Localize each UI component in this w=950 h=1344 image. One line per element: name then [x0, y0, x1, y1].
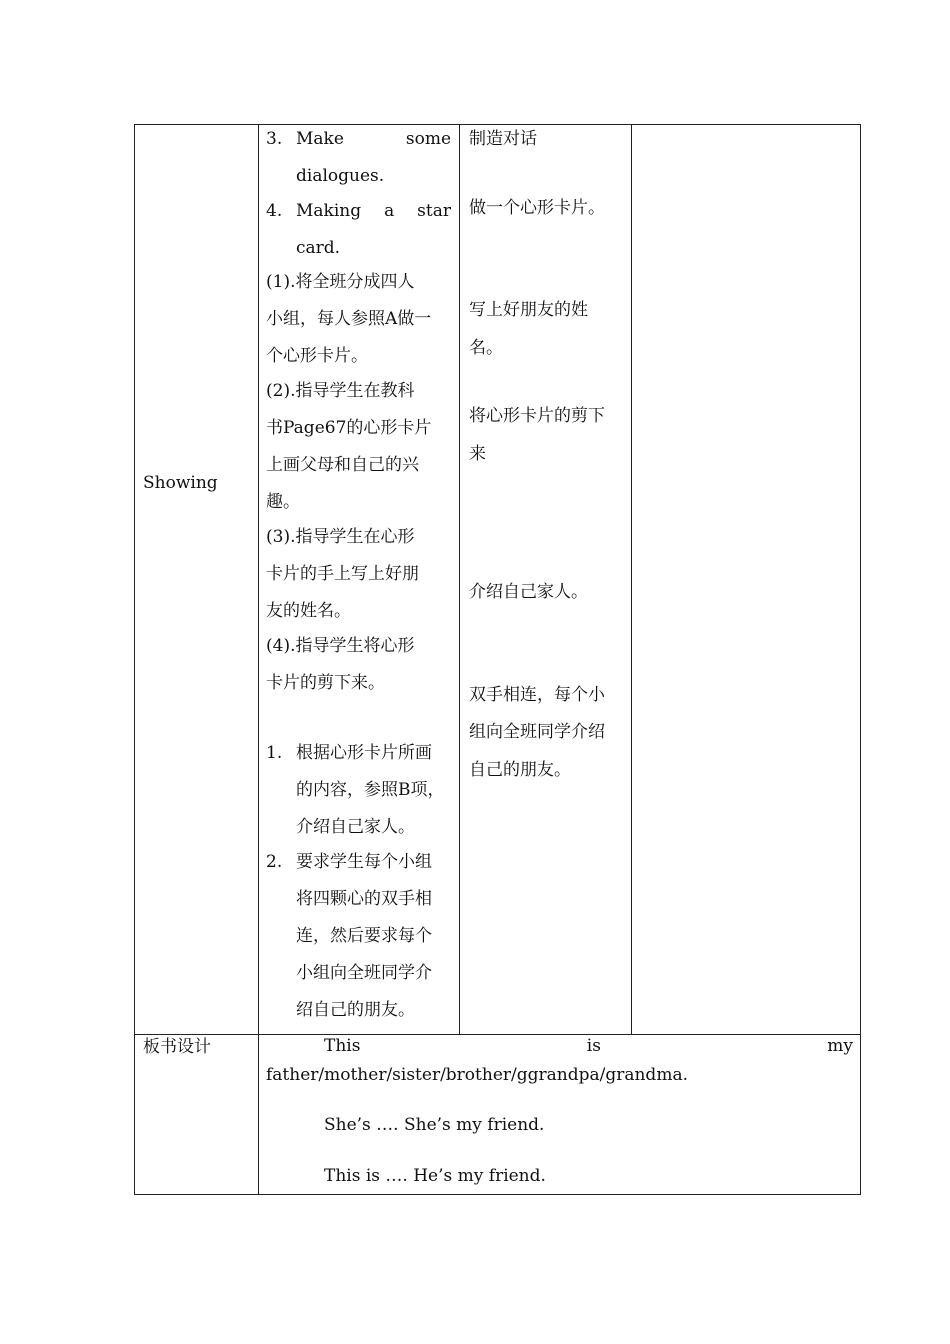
list-2-line2: 将四颗心的双手相	[296, 889, 432, 909]
sub2-line3: 上画父母和自己的兴	[266, 455, 419, 475]
student-e: 介绍自己家人。	[469, 582, 588, 602]
list-2-line4: 小组向全班同学介	[296, 963, 432, 983]
board-line2: She’s …. She’s my friend.	[324, 1115, 545, 1135]
sub4-line1: (4).指导学生将心形	[266, 636, 415, 656]
step-3-cont: dialogues.	[296, 166, 385, 186]
student-d-line2: 来	[469, 444, 486, 464]
student-d-line1: 将心形卡片的剪下	[469, 406, 605, 426]
row-label-board-design: 板书设计	[143, 1037, 211, 1057]
sub3-line2: 卡片的手上写上好朋	[266, 564, 419, 584]
list-2-num: 2.	[266, 852, 283, 872]
list-2-line5: 绍自己的朋友。	[296, 1000, 415, 1020]
sub1-line3: 个心形卡片。	[266, 346, 368, 366]
sub2-line2: 书Page67的心形卡片	[266, 418, 432, 438]
student-f-line2: 组向全班同学介绍	[469, 722, 605, 742]
board-line1-cont: father/mother/sister/brother/ggrandpa/grandma.	[266, 1065, 688, 1085]
step-3-line: Make some	[296, 129, 451, 149]
student-b: 做一个心形卡片。	[469, 198, 605, 218]
sub3-line3: 友的姓名。	[266, 601, 351, 621]
lesson-plan-table	[134, 124, 861, 1195]
list-1-line3: 介绍自己家人。	[296, 817, 415, 837]
sub2-line4: 趣。	[266, 492, 300, 512]
col-divider-2	[459, 125, 460, 1034]
sub1-line2: 小组，每人参照A做一	[266, 309, 432, 329]
sub4-line2: 卡片的剪下来。	[266, 673, 385, 693]
list-1-line2: 的内容，参照B项，	[296, 780, 445, 800]
step-4-cont: card.	[296, 238, 341, 258]
student-c-line1: 写上好朋友的姓	[469, 300, 588, 320]
step-3-num: 3.	[266, 129, 283, 149]
list-2-line3: 连，然后要求每个	[296, 926, 432, 946]
step-4-line: Making a star	[296, 201, 451, 221]
student-f-line1: 双手相连，每个小	[469, 685, 605, 705]
student-c-line2: 名。	[469, 338, 503, 358]
student-a: 制造对话	[469, 129, 537, 149]
step-4-num: 4.	[266, 201, 283, 221]
row-label-showing: Showing	[143, 473, 218, 493]
row-divider	[135, 1034, 860, 1035]
list-1-line1: 根据心形卡片所画	[296, 743, 432, 763]
sub2-line1: (2).指导学生在教科	[266, 381, 415, 401]
list-2-line1: 要求学生每个小组	[296, 852, 432, 872]
sub3-line1: (3).指导学生在心形	[266, 527, 415, 547]
col-divider-3	[631, 125, 632, 1034]
list-1-num: 1.	[266, 743, 283, 763]
sub1-line1: (1).将全班分成四人	[266, 272, 415, 292]
board-line1: This is my	[324, 1036, 853, 1056]
board-line3: This is …. He’s my friend.	[324, 1166, 546, 1186]
student-f-line3: 自己的朋友。	[469, 760, 571, 780]
